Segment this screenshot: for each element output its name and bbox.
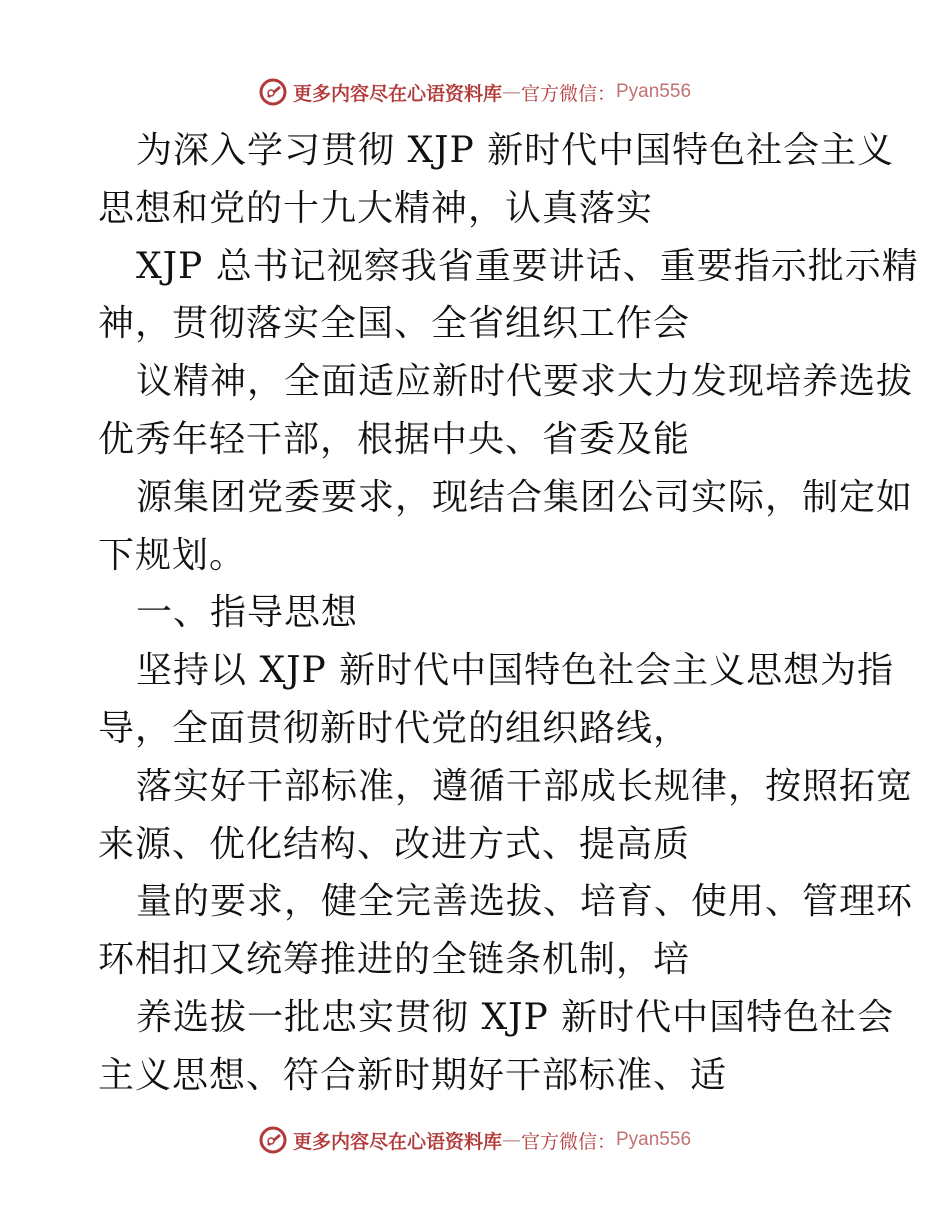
watermark-separator: — [501,81,521,103]
watermark-official-label: 官方微信： [520,82,616,105]
text-line: 下规划。 [98,534,247,576]
text-line: 养选拔一批忠实贯彻 XJP 新时代中国特色社会 [136,996,895,1038]
text-line: 环相扣又统筹推进的全链条机制，培 [98,939,691,981]
watermark-official-label: 官方微信： [520,1130,616,1153]
watermark-wechat-id: Pyan556 [616,1129,692,1150]
text-line: 为深入学习贯彻 XJP 新时代中国特色社会主义 [136,130,895,171]
text-line: 量的要求，健全完善选拔、培育、使用、管理环 [136,881,914,923]
watermark-text: 更多内容尽在心语资料库 [292,82,502,105]
watermark-logo-icon [259,1126,287,1154]
text-line: 坚持以 XJP 新时代中国特色社会主义思想为指 [136,650,895,692]
watermark-text: 更多内容尽在心语资料库 [292,1130,502,1153]
section-heading: 一、指导思想 [136,592,359,634]
text-line: 源集团党委要求，现结合集团公司实际，制定如 [136,476,914,518]
text-line: XJP 总书记视察我省重要讲话、重要指示批示精 [136,245,919,287]
watermark-separator: — [501,1129,521,1151]
text-line: 神，贯彻落实全国、全省组织工作会 [98,303,691,345]
text-line: 导，全面贯彻新时代党的组织路线， [98,707,691,749]
text-line: 议精神，全面适应新时代要求大力发现培养选拔 [136,361,914,403]
watermark-header [0,72,950,112]
text-line: 思想和党的十九大精神，认真落实 [98,187,654,229]
document-body [98,122,919,1105]
watermark-wechat-id: Pyan556 [616,81,692,102]
watermark-footer [0,1120,950,1160]
text-line: 主义思想、符合新时期好干部标准、适 [98,1054,728,1096]
text-line: 优秀年轻干部，根据中央、省委及能 [98,418,691,460]
text-line: 落实好干部标准，遵循干部成长规律，按照拓宽 [136,765,914,807]
watermark-logo-icon [259,78,287,106]
text-line: 来源、优化结构、改进方式、提高质 [98,823,691,865]
